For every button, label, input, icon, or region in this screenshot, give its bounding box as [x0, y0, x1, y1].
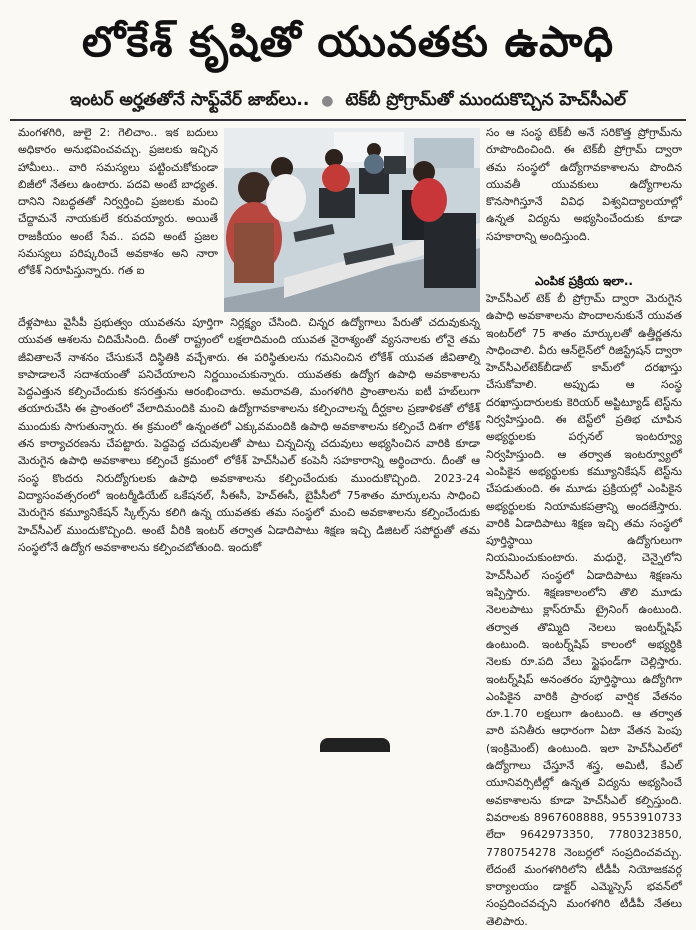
article-column-wide — [18, 314, 480, 556]
article-column-right — [486, 124, 682, 245]
subheadline-right: టెక్‌బీ ప్రోగ్రామ్‌తో ముందుకొచ్చిన హెచ్‌సీఎల్ — [345, 90, 627, 110]
subheadline — [14, 86, 682, 115]
article-paragraph-main: దేళ్లపాటు వైసీపీ ప్రభుత్వం యువతను పూర్తిగా నిర్లక్ష్యం చేసింది. చిన్నర ఉద్యోగాలు పేరుతో చదువుకున్న యువత ఆశలను చిదిమేసింది. దీంతో రాష్ట్రంలో లక్షలాదిమంది యువత నైరాశ్యంతో వ్యసనాలకు లోనై తమ జీవితాలనే నాశనం చేసుకునే దిస్థితికి వచ్చేశారు. ఈ పరిస్థితులను గమనించిన లోకేశ్ యువత జీవితాల్ని కాపాడాలనే సదాశయంతో పనిచేయాలని నిర్ణయించుకున్నారు. యువతకు ఉద్యోగ ఉపాధి అవకాశాలను పెద్దఎత్తున కల్పించేందుకు కసరత్తును ఆరంభించారు. అమరావతి, మంగళగిరి ప్రాంతాలను ఐటీ హబ్‌లుగా తయారుచేసి ఈ ప్రాంతంలో వేలాదిమందికి మంచి ఉద్యోగావకాశాలను కల్పించాలన్న దీర్ఘకాల ప్రణాళికతో లోకేశ్ ముందుకు సాగుతున్నారు. ఈ క్రమంలో ఉన్నంతలో ఎక్కువమందికి ఉపాధి అవకాశాలను కల్పించే దిశగా లోకేశ్ తన కార్యాచరణను చేపట్టారు. పెద్దపెద్ద చదువులతో పాటు చిన్నచిన్న చదువులు అభ్యసించిన వారికి కూడా మెరుగైన ఉపాధి అవకాశాలు కల్పించే క్రమంలో లోకేశ్ హెచ్‌సీఎల్ కంపెనీ సహకారాన్ని అర్థించారు. దీంతో ఆ సంస్థ కొందరు నిరుద్యోగులకు ఉపాధి అవకాశాలను కల్పించేందుకు ముందుకొచ్చింది. 2023-24 విద్యాసంవత్సరంలో ఇంటర్మీడియేట్ ఒకేషనల్, సీఈసీ, హెచ్ఈసీ, బైపీసీలో 75శాతం మార్కులను సాధించి మెరుగైన కమ్యూనికేషన్ స్కిల్స్‌ను కలిగి ఉన్న యువతకు తమ సంస్థలో మంచి అవకాశాలను కల్పించేందుకు హెచ్‌సీఎల్ ముందుకొచ్చింది. అంటే వీరికి ఇంటర్ తర్వాత ఏడాదిపాటు శిక్షణ ఇచ్చి డిజిటల్ సపోర్టుతో తమ సంస్థలోనే ఉద్యోగ అవకాశాలను కల్పించబోతుంది. ఇందుకో — [18, 316, 480, 554]
article-column-left — [18, 124, 218, 280]
article-paragraph-techbee: సం ఆ సంస్థ టెక్‌బీ అనే సరికొత్త ప్రోగ్రామ్‌ను రూపొందించింది. ఈ టెక్‌బీ ప్రోగ్రామ్ ద్వారా తమ సంస్థలో ఉద్యోగావకాశాలను పొందిన యువతీ యువకులు ఉద్యోగాలను కొనసాగిస్తూనే వివిధ విశ్వవిద్యాలయాల్లో ఉన్నత విద్యను అభ్యసించేందుకు కూడా సహకారాన్ని అందిస్తుంది. — [486, 126, 682, 243]
office-photo — [224, 128, 480, 312]
office-photo-illustration — [224, 128, 480, 312]
headline: లోకేశ్ కృషితో యువతకు ఉపాధి — [82, 17, 614, 66]
section-heading-selection: ఎంపిక ప్రక్రియ ఇలా.. — [535, 274, 633, 288]
article-paragraph-opening: మంగళగిరి, జులై 2: గెలిచాం.. ఇక బదులు అధికారం అనుభవించవచ్చు. ప్రజలకు ఇచ్చిన హామీలు.. వారి సమస్యలు పట్టించుకోకుండా బిజీలో నేతలు ఉంటారు. పదవి అంటే బాధ్యత. దానిని నిబద్ధతతో నిర్వర్తించి ప్రజలకు మంచి చేద్దామనే నాయకులే కరువయ్యారు. అయితే రాజకీయం అంటే సేవ.. పదవి అంటే ప్రజల సమస్యలు పరిష్కరించే అవకాశం అని నారా లోకేశ్ నిరూపిస్తున్నారు. గత ఐ — [18, 126, 218, 278]
headline-rule — [10, 119, 686, 121]
article-paragraph-selection: హెచ్‌సీఎల్ టెక్ బీ ప్రోగ్రామ్ ద్వారా మెరుగైన ఉపాధి అవకాశాలను పొందాలనుకునే యువత ఇంటర్‌లో 75 శాతం మార్కులతో ఉత్తీర్ణతను సాధించాలి. వీరు ఆన్‌లైన్‌లో రిజిస్ట్రేషన్ ద్వారా హెచ్‌సీఎల్‌టెక్‌బీడాట్ కామ్‌లో దరఖాస్తు చేసుకోవాలి. అప్పుడు ఆ సంస్థ దరఖాస్తుదారులకు కెరియర్ అప్టిట్యూడ్ టెస్ట్‌ను నిర్వహిస్తుంది. ఈ టెస్ట్‌లో ప్రతిభ చూపిన అభ్యర్థులకు పర్సనల్ ఇంటర్వ్యూ నిర్వహిస్తుంది. ఆ తర్వాత ఇంటర్వ్యూలో ఎంపికైన అభ్యర్థులకు కమ్యూనికేషన్ టెస్ట్‌ను చేపడుతుంది. ఈ మూడు ప్రక్రియల్లో ఎంపికైన అభ్యర్థులకు నియామకపత్రాన్ని అందజేస్తారు. వారికి ఏడాదిపాటు శిక్షణ ఇచ్చి తమ సంస్థలో పూర్తిస్థాయి ఉద్యోగులుగా నియమించుకుంటారు. మధురై, చెన్నైలోని హెచ్‌సీఎల్ సంస్థలో ఏడాదిపాటు శిక్షణను ఇప్పిస్తారు. శిక్షణకాలంలోని తొలి మూడు నెలలపాటు క్లాస్‌రూమ్ ట్రైనింగ్ ఉంటుంది. తర్వాత తొమ్మిది నెలలు ఇంటర్న్‌షిప్ ఉంటుంది. ఇంటర్న్‌షిప్ కాలంలో అభ్యర్థికి నెలకు రూ.పది వేలు స్టైఫండ్‌గా చెల్లిస్తారు. ఇంటర్న్‌షిప్ అనంతరం పూర్తిస్థాయి ఉద్యోగిగా ఎంపికైన వారికి ప్రారంభ వార్షిక వేతనం రూ.1.70 లక్షలుగా ఉంటుంది. ఆ తర్వాత వారి పనితీరు ఆధారంగా ఏటా వేతన పెంపు (ఇంక్రిమెంట్) ఉంటుంది. ఇలా హెచ్‌సీఎల్‌లో ఉద్యోగాలు చేస్తూనే శస్త్ర, అమిటీ, కేఎల్ యూనివర్సిటీల్లో ఉన్నత విద్యను అభ్యసించే అవకాశాలను కూడా హెచ్‌సీఎల్ కల్పిస్తుంది. వివరాలకు 8967608888, 9553910733 లేదా 9642973350, 7780323850, 7780754278 నెంబర్లలో సంప్రదించవచ్చు. లేదంటే మంగళగిరిలోని టీడీపీ నియోజకవర్గ కార్యాలయం డాక్టర్ ఎమ్మెస్సెస్ భవన్‌లో సంప్రదించవచ్చని మంగళగిరి టీడీపీ నేతలు తెలిపారు. — [486, 292, 682, 928]
subheadline-left: ఇంటర్ అర్హతతోనే సాఫ్ట్‌వేర్ జాబ్‌లు.. — [69, 90, 310, 110]
article-column-right-bottom — [486, 272, 682, 930]
subheadline-bullet-icon: ● — [321, 93, 334, 109]
